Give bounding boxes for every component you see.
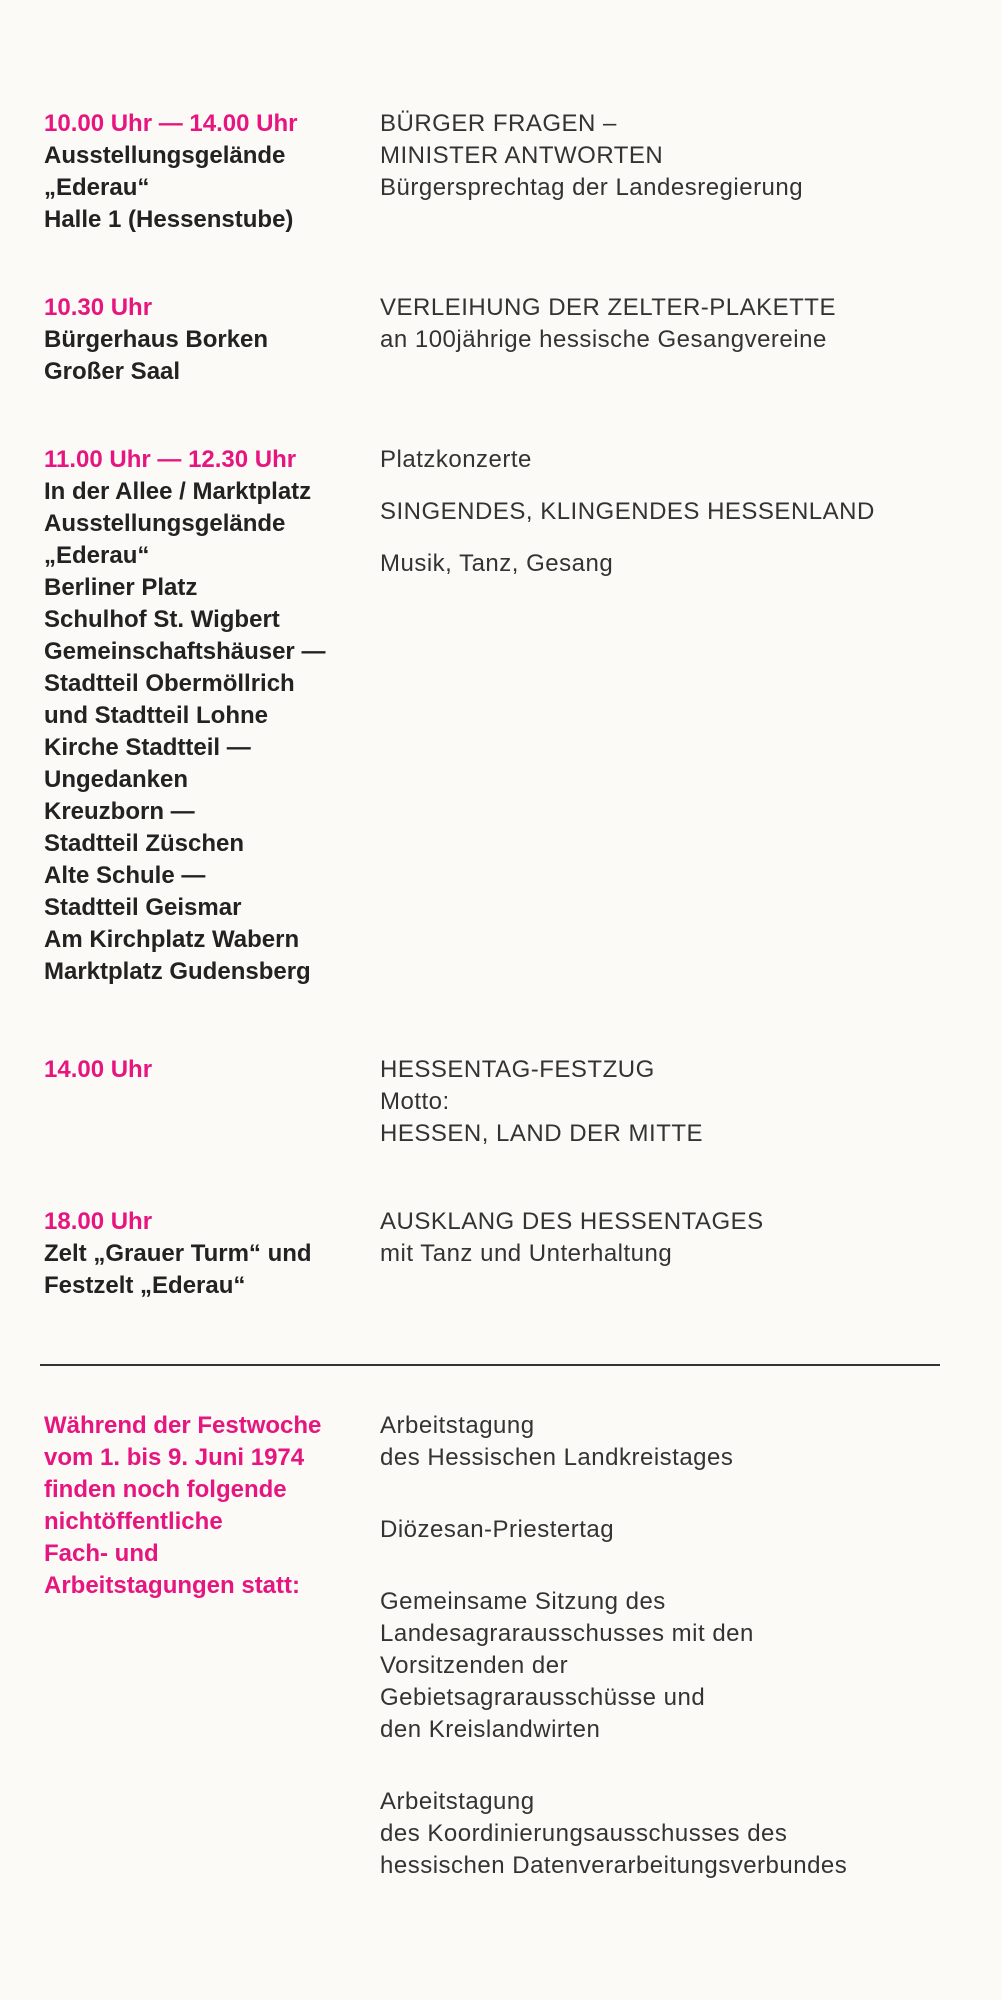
- entry-place: Stadtteil Geismar: [44, 894, 242, 921]
- entry-place: Halle 1 (Hessenstube): [44, 206, 294, 233]
- festwoche-intro-line: Arbeitstagungen statt:: [44, 1572, 301, 1599]
- entry-time-place: [44, 1054, 374, 1086]
- festwoche-intro-line: nichtöffentliche: [44, 1508, 223, 1535]
- entry-description: [380, 108, 980, 204]
- entry-place: Marktplatz Gudensberg: [44, 958, 311, 985]
- meeting-line: Arbeitstagung: [380, 1412, 535, 1439]
- entry-time-place: [44, 1206, 374, 1302]
- entry-time: 11.00 Uhr — 12.30 Uhr: [44, 446, 297, 473]
- entry-time-place: [44, 444, 374, 988]
- entry-description: [380, 1206, 980, 1270]
- entry-time: 10.30 Uhr: [44, 294, 153, 321]
- meeting-line: Diözesan-Priestertag: [380, 1516, 615, 1543]
- entry-place: und Stadtteil Lohne: [44, 702, 268, 729]
- entry-place: Kirche Stadtteil —: [44, 734, 251, 761]
- entry-place: Kreuzborn —: [44, 798, 195, 825]
- entry-place: Berliner Platz: [44, 574, 198, 601]
- festwoche-intro-line: Während der Festwoche: [44, 1412, 322, 1439]
- meeting-line: Landesagrarausschusses mit den: [380, 1620, 754, 1647]
- meeting-line: Gebietsagrarausschüsse und: [380, 1684, 706, 1711]
- entry-time: 18.00 Uhr: [44, 1208, 153, 1235]
- entry-place: Ausstellungsgelände: [44, 142, 286, 169]
- section-divider: [40, 1364, 940, 1366]
- entry-desc-line: AUSKLANG DES HESSENTAGES: [380, 1208, 764, 1235]
- entry-place: Am Kirchplatz Wabern: [44, 926, 300, 953]
- meeting-line: hessischen Datenverarbeitungsverbundes: [380, 1852, 848, 1879]
- entry-place: „Ederau“: [44, 174, 150, 201]
- entry-place: Schulhof St. Wigbert: [44, 606, 280, 633]
- entry-place: Stadtteil Züschen: [44, 830, 245, 857]
- entry-time: 14.00 Uhr: [44, 1056, 153, 1083]
- meeting-line: den Kreislandwirten: [380, 1716, 601, 1743]
- entry-desc-line: Platzkonzerte: [380, 446, 532, 473]
- festwoche-intro: [44, 1410, 374, 1602]
- entry-desc-line: HESSENTAG-FESTZUG: [380, 1056, 655, 1083]
- entry-desc-line: BÜRGER FRAGEN –: [380, 110, 617, 137]
- meeting-line: des Koordinierungsausschusses des: [380, 1820, 788, 1847]
- entry-place: Bürgerhaus Borken: [44, 326, 269, 353]
- meeting-item: [380, 1514, 980, 1546]
- entry-place: Gemeinschaftshäuser —: [44, 638, 326, 665]
- entry-description: [380, 444, 980, 580]
- entry-place: Festzelt „Ederau“: [44, 1272, 246, 1299]
- entry-place: Alte Schule —: [44, 862, 206, 889]
- entry-desc-line: Motto:: [380, 1088, 450, 1115]
- entry-desc-line: an 100jährige hessische Gesangvereine: [380, 326, 827, 353]
- entry-place: Stadtteil Obermöllrich: [44, 670, 295, 697]
- entry-place: Ungedanken: [44, 766, 189, 793]
- meeting-item: [380, 1410, 980, 1474]
- festwoche-intro-line: Fach- und: [44, 1540, 159, 1567]
- entry-time: 10.00 Uhr — 14.00 Uhr: [44, 110, 298, 137]
- entry-place: Ausstellungsgelände: [44, 510, 286, 537]
- entry-time-place: [44, 108, 374, 236]
- meeting-line: Vorsitzenden der: [380, 1652, 569, 1679]
- entry-desc-line: MINISTER ANTWORTEN: [380, 142, 664, 169]
- meeting-line: Gemeinsame Sitzung des: [380, 1588, 666, 1615]
- entry-place: In der Allee / Marktplatz: [44, 478, 312, 505]
- entry-desc-line: mit Tanz und Unterhaltung: [380, 1240, 673, 1267]
- entry-place: Zelt „Grauer Turm“ und: [44, 1240, 312, 1267]
- entry-place: „Ederau“: [44, 542, 150, 569]
- entry-place: Großer Saal: [44, 358, 181, 385]
- entry-desc-line: Bürgersprechtag der Landesregierung: [380, 174, 804, 201]
- meeting-line: Arbeitstagung: [380, 1788, 535, 1815]
- meeting-line: des Hessischen Landkreistages: [380, 1444, 734, 1471]
- entry-description: [380, 1054, 980, 1150]
- entry-desc-line: SINGENDES, KLINGENDES HESSENLAND: [380, 498, 875, 525]
- entry-desc-line: VERLEIHUNG DER ZELTER-PLAKETTE: [380, 294, 836, 321]
- entry-description: [380, 292, 980, 356]
- meeting-item: [380, 1786, 980, 1882]
- meeting-item: [380, 1586, 980, 1746]
- festwoche-intro-line: vom 1. bis 9. Juni 1974: [44, 1444, 305, 1471]
- entry-desc-line: Musik, Tanz, Gesang: [380, 550, 614, 577]
- festwoche-intro-line: finden noch folgende: [44, 1476, 287, 1503]
- festwoche-meetings: [380, 1410, 980, 1882]
- entry-time-place: [44, 292, 374, 388]
- entry-desc-line: HESSEN, LAND DER MITTE: [380, 1120, 704, 1147]
